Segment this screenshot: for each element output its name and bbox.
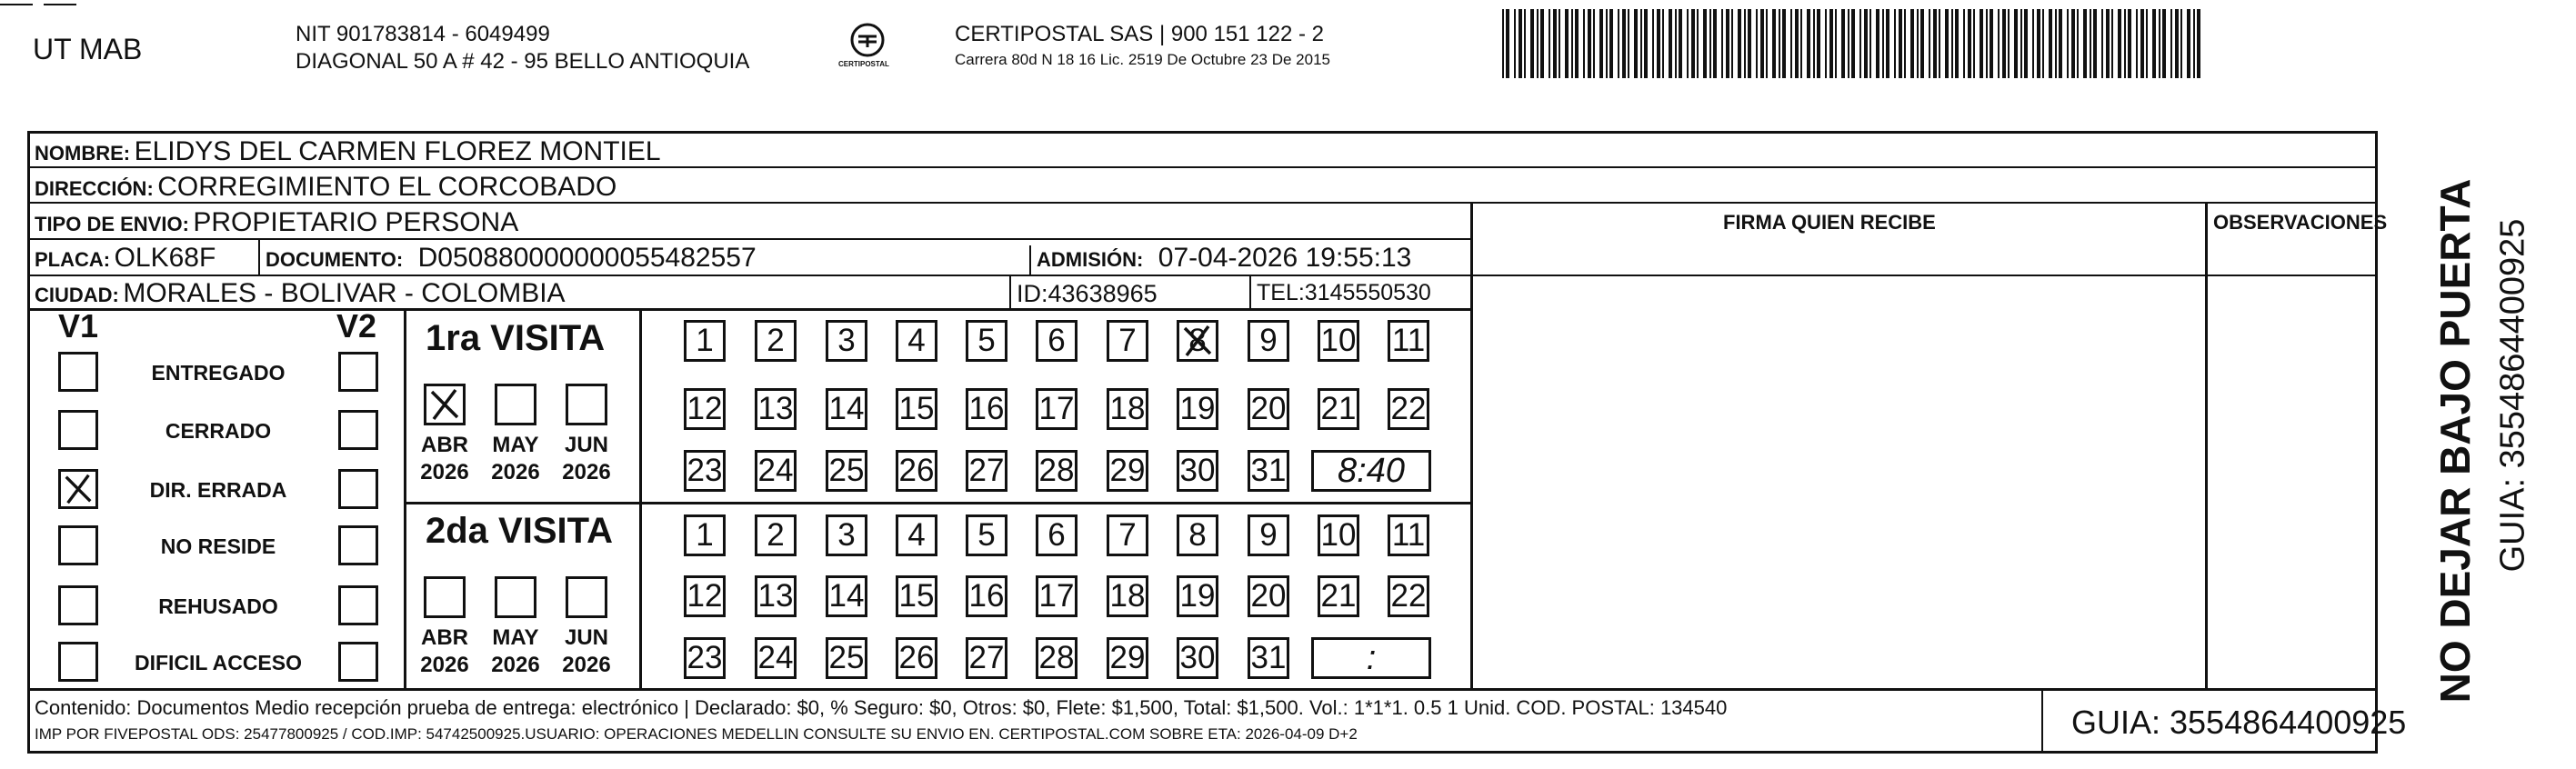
barcode-bar [2024, 9, 2028, 78]
admision-label: ADMISIÓN: [1037, 248, 1144, 271]
barcode-bar [1738, 9, 1741, 78]
day-cell: 11 [1388, 320, 1429, 362]
direccion-label: DIRECCIÓN: [35, 177, 154, 200]
v1-label: V1 [58, 307, 99, 345]
tel-row [1257, 280, 1431, 306]
day-cell: 24 [755, 637, 797, 679]
logo-text: CERTIPOSTAL [838, 60, 889, 68]
footer-imp: IMP POR FIVEPOSTAL ODS: 25477800925 / COD.IMP: 54742500925.USUARIO: OPERACIONES MEDELLIN CONSULTE SU ENVIO EN. CERTIPOSTAL.COM SOBRE ETA: 2026-04-09 D+2 [35, 725, 1358, 743]
barcode-bar [1530, 9, 1534, 78]
barcode-bar [1731, 9, 1733, 78]
firma-label: FIRMA QUIEN RECIBE [1723, 211, 1936, 234]
admision-value: 07-04-2026 19:55:13 [1158, 243, 1412, 273]
month-checkbox [566, 576, 607, 618]
admision-row [1037, 243, 1411, 274]
year-label: 2026 [420, 460, 469, 484]
border-bottom [27, 751, 2378, 754]
barcode-bar [1968, 9, 1971, 78]
day-cell: 6 [1036, 514, 1078, 556]
barcode-bar [2083, 9, 2087, 78]
v2-checkbox [338, 585, 378, 625]
day-cell: 13 [755, 388, 797, 430]
tipo-label: TIPO DE ENVIO: [35, 213, 189, 235]
day-cell: 5 [966, 320, 1007, 362]
nombre-value: ELIDYS DEL CARMEN FLOREZ MONTIEL [134, 136, 661, 166]
day-cell: 18 [1107, 388, 1148, 430]
barcode-bar [2049, 9, 2052, 78]
barcode-bar [1675, 9, 1677, 78]
company-nit: NIT 901783814 - 6049499 [296, 22, 550, 46]
observaciones-label: OBSERVACIONES [2213, 211, 2388, 234]
barcode-bar [1644, 9, 1648, 78]
barcode-bar [1825, 9, 1827, 78]
id-label: ID: [1017, 280, 1048, 307]
barcode-bar [1886, 9, 1889, 78]
month-label: MAY [492, 433, 539, 457]
day-cell: 22 [1388, 575, 1429, 617]
barcode-bar [1575, 9, 1579, 78]
day-cell: 16 [966, 575, 1007, 617]
barcode-bar [1760, 9, 1764, 78]
barcode-bar [2067, 9, 2069, 78]
barcode-bar [2093, 9, 2097, 78]
day-cell: 28 [1036, 450, 1078, 492]
barcode-bar [2055, 9, 2057, 78]
barcode-bar [1920, 9, 1924, 78]
barcode-bar [1618, 9, 1619, 78]
col-line [258, 238, 260, 275]
barcode-bar [2059, 9, 2062, 78]
month-label: ABR [421, 625, 468, 650]
barcode-bar [1571, 9, 1573, 78]
day-cell: 20 [1248, 575, 1289, 617]
barcode-bar [1609, 9, 1613, 78]
barcode-bar [1583, 9, 1585, 78]
day-cell: 21 [1318, 575, 1359, 617]
tel-value: 3145550530 [1304, 280, 1431, 305]
barcode-bar [2146, 9, 2148, 78]
barcode-bar [2136, 9, 2138, 78]
barcode-bar [1980, 9, 1983, 78]
barcode-bar [1851, 9, 1855, 78]
barcode-bar [1848, 9, 1849, 78]
x-mark-icon [61, 472, 95, 506]
barcode-bar [2140, 9, 2144, 78]
barcode-bar [1662, 9, 1664, 78]
x-mark-icon [1179, 323, 1216, 359]
barcode-bar [2071, 9, 2075, 78]
day-cell: 14 [826, 575, 867, 617]
status-label: ENTREGADO [151, 361, 286, 384]
v2-checkbox [338, 410, 378, 450]
barcode-bar [2197, 9, 2200, 78]
day-cell: 7 [1107, 514, 1148, 556]
month-label: ABR [421, 433, 468, 457]
barcode-bar [2111, 9, 2113, 78]
day-cell: 14 [826, 388, 867, 430]
row-line [27, 275, 2378, 276]
barcode-bar [1514, 9, 1516, 78]
barcode-bar [2124, 9, 2126, 78]
barcode-bar [1963, 9, 1965, 78]
barcode-bar [1697, 9, 1699, 78]
v1-checkbox [58, 525, 98, 565]
barcode-bar [2008, 9, 2010, 78]
barcode-bar [1622, 9, 1626, 78]
barcode-bar [2193, 9, 2195, 78]
barcode-bar [1519, 9, 1522, 78]
day-cell: 31 [1248, 637, 1289, 679]
day-cell: 27 [966, 637, 1007, 679]
barcode-bar [1726, 9, 1729, 78]
day-cell: 16 [966, 388, 1007, 430]
barcode-bar [2162, 9, 2166, 78]
day-cell: 25 [826, 450, 867, 492]
ciudad-value: MORALES - BOLIVAR - COLOMBIA [123, 278, 566, 308]
day-cell: 23 [684, 637, 726, 679]
barcode-bar [1565, 9, 1569, 78]
day-cell: 7 [1107, 320, 1148, 362]
day-cell: 3 [826, 320, 867, 362]
barcode-bar [1910, 9, 1914, 78]
placa-value: OLK68F [114, 243, 216, 273]
x-mark-icon [426, 386, 463, 423]
day-cell: 8 [1177, 320, 1218, 362]
barcode-bar [1553, 9, 1557, 78]
barcode-bar [1687, 9, 1689, 78]
col-line [1009, 275, 1011, 309]
day-cell: 26 [896, 450, 937, 492]
id-value: 43638965 [1047, 280, 1158, 307]
barcode-bar [1640, 9, 1642, 78]
border-top [27, 131, 2378, 134]
v1-checkbox [58, 352, 98, 392]
v1-checkbox [58, 410, 98, 450]
day-cell: 8 [1177, 514, 1218, 556]
barcode-bar [1939, 9, 1940, 78]
status-label: REHUSADO [158, 594, 278, 618]
col-line [1470, 202, 1473, 690]
barcode-bar [2037, 9, 2040, 78]
barcode-bar [1679, 9, 1682, 78]
barcode-bar [1506, 9, 1509, 78]
day-cell: 15 [896, 388, 937, 430]
day-cell: 25 [826, 637, 867, 679]
year-label: 2026 [562, 460, 611, 484]
day-cell: 17 [1036, 388, 1078, 430]
barcode-bar [1537, 9, 1539, 78]
day-cell: 29 [1107, 637, 1148, 679]
barcode-bar [1998, 9, 2000, 78]
v2-label: V2 [336, 307, 377, 345]
day-cell: 28 [1036, 637, 1078, 679]
v2-checkbox [338, 525, 378, 565]
day-cell: 11 [1388, 514, 1429, 556]
footer-guia: GUIA: 3554864400925 [2071, 704, 2407, 741]
v2-checkbox [338, 352, 378, 392]
ciudad-label: CIUDAD: [35, 284, 119, 306]
v2-checkbox [338, 642, 378, 682]
time-field: : [1311, 637, 1431, 679]
day-cell: 3 [826, 514, 867, 556]
col-line [1029, 245, 1031, 275]
day-cell: 22 [1388, 388, 1429, 430]
barcode-bar [2014, 9, 2018, 78]
direccion-row [35, 172, 616, 203]
barcode-bar [1917, 9, 1919, 78]
day-cell: 13 [755, 575, 797, 617]
barcode-bar [2180, 9, 2182, 78]
nombre-row [35, 136, 661, 167]
barcode-bar [2118, 9, 2121, 78]
barcode-bar [1628, 9, 1629, 78]
barcode-bar [1703, 9, 1707, 78]
company-address: DIAGONAL 50 A # 42 - 95 BELLO ANTIOQUIA [296, 49, 750, 74]
day-cell: 4 [896, 320, 937, 362]
second-visit-title: 2da VISITA [426, 511, 613, 551]
month-checkbox [424, 384, 466, 425]
month-label: MAY [492, 625, 539, 650]
barcode-bar [1800, 9, 1802, 78]
barcode-bar [1929, 9, 1930, 78]
barcode-bar [2032, 9, 2034, 78]
barcode-bar [1859, 9, 1861, 78]
barcode-bar [2101, 9, 2103, 78]
barcode-bar [1945, 9, 1949, 78]
day-cell: 29 [1107, 450, 1148, 492]
barcode-bar [1835, 9, 1837, 78]
top-dash [44, 4, 76, 5]
id-row [1017, 280, 1158, 308]
status-label: DIR. ERRADA [149, 478, 287, 502]
v2-checkbox [338, 469, 378, 509]
row-line [404, 502, 1472, 504]
day-cell: 20 [1248, 388, 1289, 430]
border-left [27, 131, 30, 754]
day-cell: 10 [1318, 514, 1359, 556]
col-line [2205, 202, 2208, 690]
barcode-bar [1634, 9, 1638, 78]
barcode-bar [1933, 9, 1937, 78]
year-label: 2026 [491, 460, 540, 484]
barcode-bar [1599, 9, 1603, 78]
barcode-bar [1524, 9, 1526, 78]
barcode-bar [1709, 9, 1711, 78]
barcode-bar [1876, 9, 1879, 78]
barcode-bar [2159, 9, 2160, 78]
barcode-bar [1588, 9, 1591, 78]
barcode-bar [1652, 9, 1654, 78]
barcode [1502, 9, 2211, 78]
no-dejar-warning: NO DEJAR BAJO PUERTA [2431, 178, 2479, 704]
barcode-bar [1807, 9, 1810, 78]
day-cell: 2 [755, 320, 797, 362]
col-line [1249, 275, 1251, 309]
documento-row [266, 243, 757, 274]
carrier-name: CERTIPOSTAL SAS | 900 151 122 - 2 [955, 22, 1324, 46]
month-checkbox [566, 384, 607, 425]
barcode-bar [2175, 9, 2179, 78]
barcode-bar [1955, 9, 1959, 78]
day-cell: 9 [1248, 320, 1289, 362]
col-line [639, 309, 642, 691]
barcode-bar [1817, 9, 1820, 78]
barcode-bar [2152, 9, 2156, 78]
barcode-bar [1669, 9, 1672, 78]
barcode-bar [1973, 9, 1975, 78]
month-checkbox [495, 384, 536, 425]
day-cell: 2 [755, 514, 797, 556]
nombre-label: NOMBRE: [35, 142, 131, 165]
barcode-bar [1721, 9, 1723, 78]
row-line [27, 238, 1473, 240]
barcode-bar [2106, 9, 2110, 78]
day-cell: 19 [1177, 575, 1218, 617]
v1-checkbox [58, 469, 98, 509]
barcode-bar [1713, 9, 1717, 78]
first-visit-title: 1ra VISITA [426, 318, 606, 358]
barcode-bar [1813, 9, 1815, 78]
barcode-bar [1502, 9, 1504, 78]
barcode-bar [1864, 9, 1868, 78]
day-cell: 17 [1036, 575, 1078, 617]
barcode-bar [1766, 9, 1768, 78]
year-label: 2026 [491, 653, 540, 677]
barcode-bar [1894, 9, 1896, 78]
v1-checkbox [58, 642, 98, 682]
status-label: CERRADO [165, 419, 272, 443]
day-cell: 18 [1107, 575, 1148, 617]
day-cell: 19 [1177, 388, 1218, 430]
month-label: JUN [564, 433, 608, 457]
month-checkbox [424, 576, 466, 618]
day-cell: 24 [755, 450, 797, 492]
month-checkbox [495, 576, 536, 618]
barcode-bar [1782, 9, 1786, 78]
barcode-bar [1795, 9, 1799, 78]
day-cell: 4 [896, 514, 937, 556]
side-guia: GUIA: 3554864400925 [2493, 218, 2532, 573]
barcode-bar [2090, 9, 2091, 78]
day-cell: 21 [1318, 388, 1359, 430]
year-label: 2026 [420, 653, 469, 677]
barcode-bar [2170, 9, 2172, 78]
barcode-bar [2042, 9, 2044, 78]
placa-label: PLACA: [35, 248, 111, 271]
footer-content: Contenido: Documentos Medio recepción prueba de entrega: electrónico | Declarado: $0, % Seguro: $0, Otros: $0, Flete: $1,500, Total: $1,500. Vol.: 1*1*1. 0.5 1 Unid. COD. POSTAL: 134540 [35, 696, 1728, 719]
time-field: 8:40 [1311, 450, 1431, 492]
barcode-bar [2128, 9, 2131, 78]
row-line [27, 688, 2378, 691]
barcode-bar [1904, 9, 1906, 78]
day-cell: 1 [684, 320, 726, 362]
day-cell: 6 [1036, 320, 1078, 362]
placa-row [35, 243, 216, 274]
day-cell: 26 [896, 637, 937, 679]
ciudad-row [35, 278, 566, 309]
barcode-bar [1882, 9, 1884, 78]
day-cell: 10 [1318, 320, 1359, 362]
day-cell: 12 [684, 388, 726, 430]
day-cell: 5 [966, 514, 1007, 556]
barcode-bar [2020, 9, 2022, 78]
tipo-row [35, 207, 518, 238]
barcode-bar [1606, 9, 1608, 78]
year-label: 2026 [562, 653, 611, 677]
day-cell: 1 [684, 514, 726, 556]
day-cell: 15 [896, 575, 937, 617]
certipostal-logo [835, 20, 900, 75]
documento-value: D050880000000055482557 [417, 243, 757, 273]
barcode-bar [2002, 9, 2006, 78]
day-cell: 12 [684, 575, 726, 617]
barcode-bar [1772, 9, 1776, 78]
barcode-bar [1748, 9, 1751, 78]
barcode-bar [1841, 9, 1845, 78]
status-label: NO RESIDE [160, 534, 276, 558]
carrier-license: Carrera 80d N 18 16 Lic. 2519 De Octubre 23 De 2015 [955, 51, 1330, 68]
status-label: DIFICIL ACCESO [134, 651, 302, 674]
barcode-bar [1790, 9, 1792, 78]
direccion-value: CORREGIMIENTO EL CORCOBADO [157, 172, 617, 202]
tipo-value: PROPIETARIO PERSONA [193, 207, 519, 237]
top-dash [0, 4, 33, 5]
barcode-bar [1899, 9, 1902, 78]
day-cell: 31 [1248, 450, 1289, 492]
day-cell: 30 [1177, 637, 1218, 679]
documento-label: DOCUMENTO: [266, 248, 404, 271]
barcode-bar [1549, 9, 1550, 78]
company-name: UT MAB [33, 33, 143, 65]
barcode-bar [1779, 9, 1780, 78]
barcode-bar [1593, 9, 1595, 78]
barcode-bar [1691, 9, 1695, 78]
barcode-bar [1829, 9, 1833, 78]
day-cell: 30 [1177, 450, 1218, 492]
barcode-bar [1951, 9, 1953, 78]
barcode-bar [1540, 9, 1544, 78]
day-cell: 27 [966, 450, 1007, 492]
month-label: JUN [564, 625, 608, 650]
v1-checkbox [58, 585, 98, 625]
barcode-bar [2077, 9, 2079, 78]
barcode-bar [1986, 9, 1988, 78]
barcode-bar [1744, 9, 1746, 78]
barcode-bar [1990, 9, 1993, 78]
day-cell: 23 [684, 450, 726, 492]
barcode-bar [2187, 9, 2190, 78]
barcode-bar [1756, 9, 1758, 78]
col-line [2041, 691, 2043, 753]
barcode-bar [1869, 9, 1871, 78]
barcode-bar [1559, 9, 1560, 78]
day-cell: 9 [1248, 514, 1289, 556]
barcode-bar [1657, 9, 1660, 78]
tel-label: TEL: [1257, 280, 1305, 305]
col-line [404, 309, 406, 691]
